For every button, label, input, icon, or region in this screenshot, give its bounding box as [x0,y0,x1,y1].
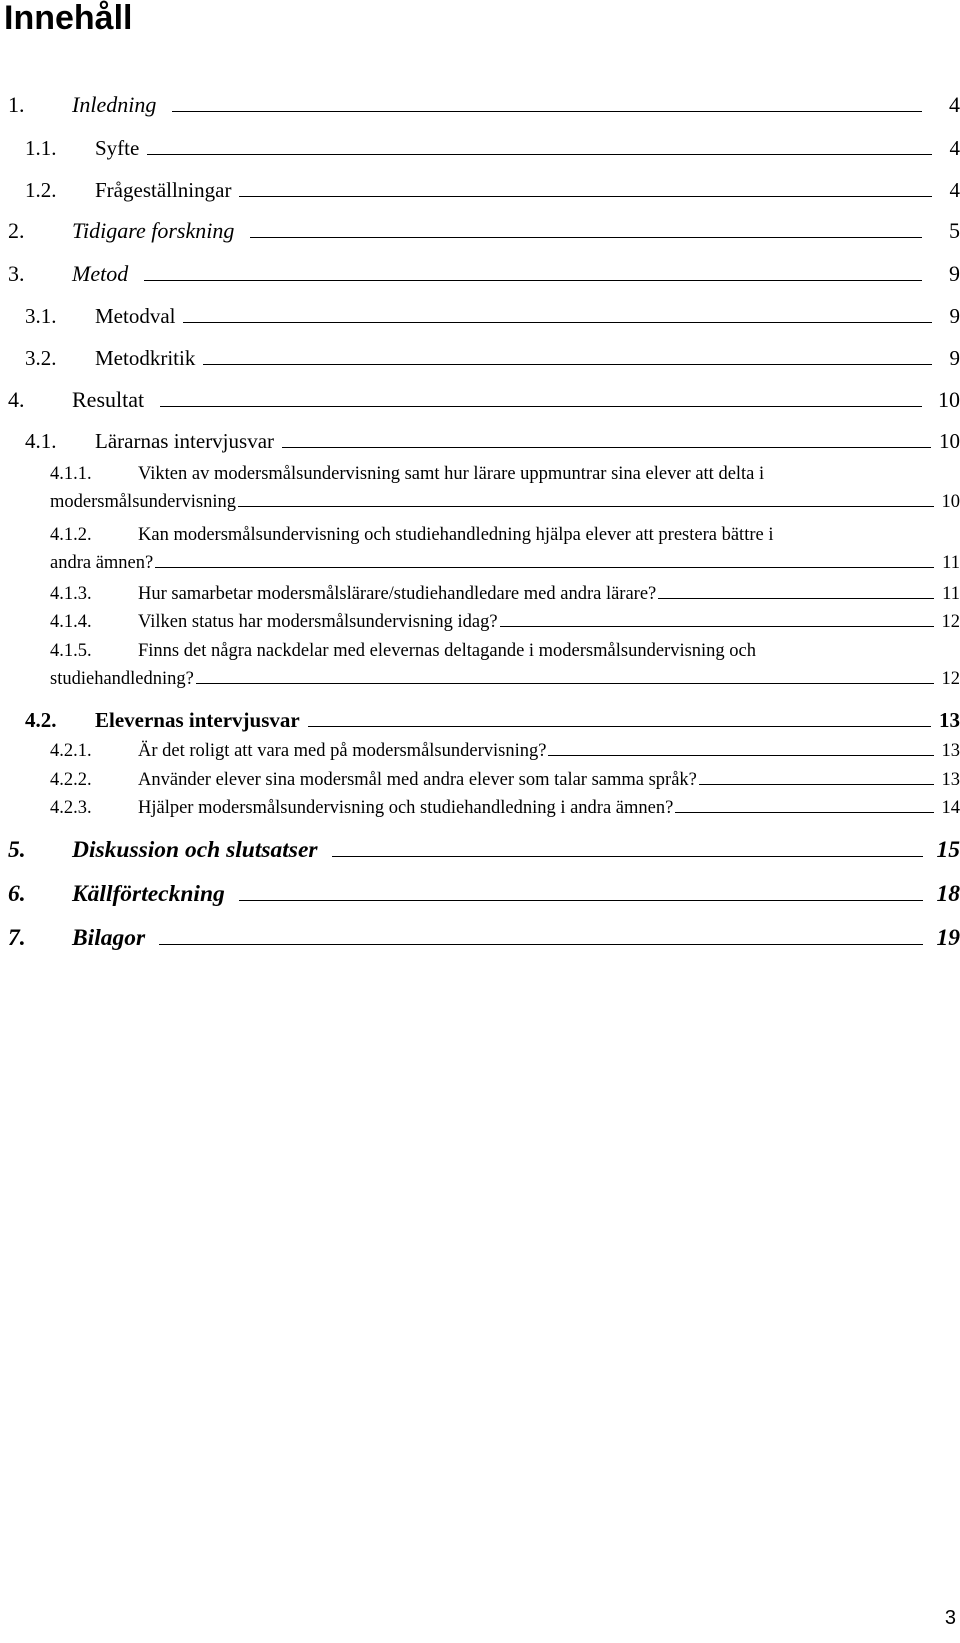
toc-leader [159,944,922,945]
toc-number: 4.2.1. [50,741,92,761]
toc-number: 6. [8,881,26,907]
toc-leader [160,406,922,407]
toc-page: 18 [936,881,960,907]
toc-page: 19 [936,925,960,951]
toc-leader [144,280,922,281]
toc-number: 3. [8,261,25,286]
toc-page: 10 [938,387,960,412]
toc-number: 3.1. [25,304,57,328]
toc-page: 5 [949,218,960,243]
toc-title: Metodkritik [95,346,196,370]
toc-title: Källförteckning [72,881,225,907]
toc-leader [548,755,934,756]
toc-page: 11 [942,553,960,573]
toc-leader [658,598,934,599]
page-number: 3 [944,1607,956,1629]
toc-title: Hjälper modersmålsundervisning och studiehandledning i andra ämnen? [138,798,674,818]
toc-page: 13 [939,708,960,732]
toc-number: 1. [8,92,25,117]
toc-leader [308,726,931,727]
toc-page: 10 [941,492,960,512]
toc-page: 12 [941,669,960,689]
toc-leader [239,900,923,901]
toc-leader [172,111,922,112]
toc-page: 9 [949,261,960,286]
toc-title: Kan modersmålsundervisning och studiehandledning hjälpa elever att prestera bättre i [138,525,774,545]
toc-number: 4.2.2. [50,770,92,790]
toc-number: 4.1.2. [50,525,92,545]
toc-page: 4 [949,92,960,117]
toc-leader [699,784,934,785]
toc-title-continued: andra ämnen? [50,553,154,573]
toc-page: 4 [949,136,960,160]
toc-title: Metodval [95,304,176,328]
toc-number: 5. [8,837,26,863]
toc-number: 7. [8,925,26,951]
toc-page: 13 [941,741,960,761]
toc-number: 4.1. [25,429,57,453]
toc-page: 11 [942,584,960,604]
toc-number: 1.1. [25,136,57,160]
toc-title: Tidigare forskning [72,218,235,243]
toc-number: 4.1.5. [50,641,92,661]
toc-leader [282,447,931,448]
toc-page: 10 [939,429,960,453]
toc-title: Syfte [95,136,140,160]
toc-title: Använder elever sina modersmål med andra elever som talar samma språk? [138,770,697,790]
toc-leader [250,237,922,238]
toc-title: Resultat [72,387,145,412]
toc-page: 9 [949,346,960,370]
toc-leader [675,812,934,813]
toc-number: 4. [8,387,25,412]
toc-title: Är det roligt att vara med på modersmålsundervisning? [138,741,547,761]
toc-leader [147,154,932,155]
toc-title: Inledning [72,92,157,117]
toc-number: 4.1.4. [50,612,92,632]
toc-title: Vikten av modersmålsundervisning samt hur lärare uppmuntrar sina elever att delta i [138,464,765,484]
toc-number: 4.2.3. [50,798,92,818]
toc-title-continued: studiehandledning? [50,669,194,689]
toc-leader [196,683,934,684]
toc-number: 2. [8,218,25,243]
toc-page: 14 [941,798,960,818]
toc-leader [238,506,934,507]
toc-title: Elevernas intervjusvar [95,708,300,732]
toc-title: Metod [72,261,129,286]
toc-title: Bilagor [72,925,146,951]
toc-page: 15 [936,837,960,863]
page-title: Innehåll [4,0,133,37]
toc-title: Vilken status har modersmålsundervisning idag? [138,612,498,632]
toc-leader [500,626,934,627]
toc-number: 4.1.3. [50,584,92,604]
toc-number: 3.2. [25,346,57,370]
toc-number: 4.2. [25,708,57,732]
toc-number: 1.2. [25,178,57,202]
toc-page: 13 [941,770,960,790]
toc-leader [203,364,932,365]
toc-page: 12 [941,612,960,632]
toc-leader [155,567,934,568]
toc-number: 4.1.1. [50,464,92,484]
toc-leader [332,856,923,857]
toc-title: Frågeställningar [95,178,232,202]
toc-title: Lärarnas intervjusvar [95,429,275,453]
toc-leader [183,322,932,323]
toc-title-continued: modersmålsundervisning [50,492,237,512]
toc-title: Hur samarbetar modersmålslärare/studiehandledare med andra lärare? [138,584,657,604]
toc-leader [239,196,932,197]
toc-page: 9 [949,304,960,328]
toc-title: Finns det några nackdelar med elevernas deltagande i modersmålsundervisning och [138,641,757,661]
toc-page: 4 [949,178,960,202]
toc-title: Diskussion och slutsatser [72,837,318,863]
